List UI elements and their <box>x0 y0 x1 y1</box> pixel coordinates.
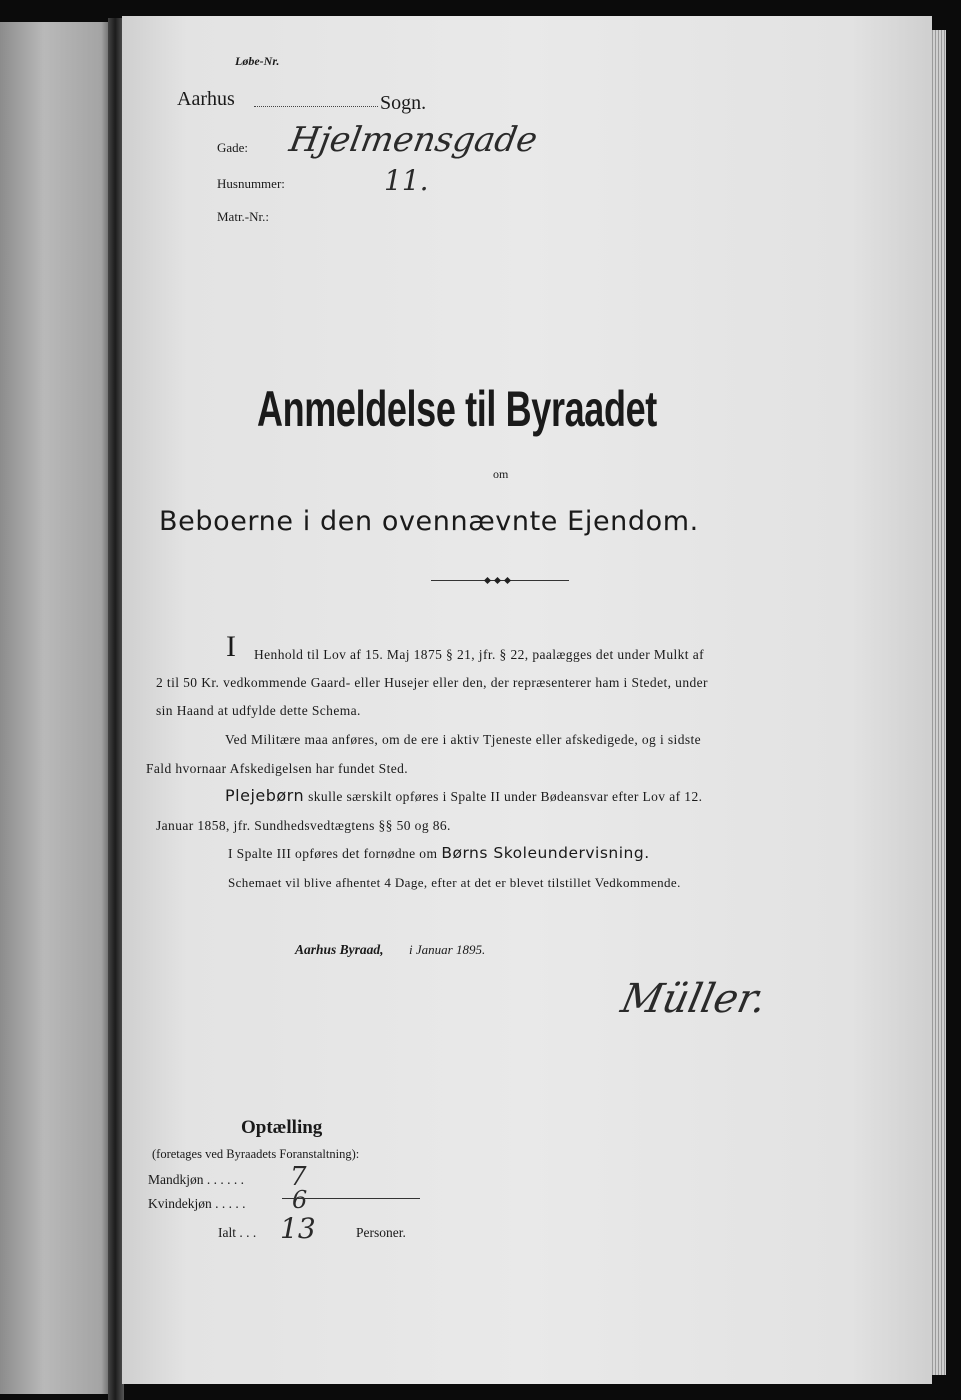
facing-page <box>0 22 110 1394</box>
paragraph-4 <box>228 844 650 863</box>
paragraph-5: Schemaet vil blive afhentet 4 Dage, efter at det er blevet tilstillet Vedkommende. <box>228 875 681 890</box>
paragraph-1-line-2: 2 til 50 Kr. vedkommende Gaard- eller Husejer eller den, der repræsenterer ham i Stedet, under <box>156 675 708 690</box>
female-count: 6 <box>292 1186 308 1214</box>
lobe-nr-label: Løbe-Nr. <box>235 54 280 68</box>
total-count: 13 <box>280 1212 316 1245</box>
sogn-dotted-line <box>254 106 378 107</box>
skoleundervisning-emphasis: Børns Skoleundervisning. <box>441 844 650 862</box>
male-count: 7 <box>290 1162 307 1192</box>
signature-date: i Januar 1895. <box>409 942 486 957</box>
city-label: Aarhus <box>177 88 235 110</box>
paragraph-1-line-1: Henhold til Lov af 15. Maj 1875 § 21, jfr. § 22, paalægges det under Mulkt af <box>254 647 704 662</box>
count-note: (foretages ved Byraadets Foranstaltning): <box>152 1147 360 1161</box>
paragraph-2-line-1: Ved Militære maa anføres, om de ere i aktiv Tjeneste eller afskedigede, og i sidste <box>225 732 702 747</box>
document-subtitle: Beboerne i den ovennævnte Ejendom. <box>159 506 699 537</box>
paragraph-3-line-2: Januar 1858, jfr. Sundhedsvedtægtens §§ 50 og 86. <box>156 818 451 833</box>
paragraph-4-start: I Spalte III opføres det fornødne om <box>228 846 438 861</box>
gade-handwritten: Hjelmensgade <box>286 120 541 160</box>
title-connector: om <box>493 467 509 481</box>
gade-label: Gade: <box>217 140 249 155</box>
male-label: Mandkjøn . . . . . . <box>148 1172 244 1187</box>
drop-initial: I <box>226 630 236 663</box>
sum-rule <box>282 1198 420 1199</box>
ornament-divider <box>431 578 569 584</box>
paragraph-2-line-2: Fald hvornaar Afskedigelsen har fundet Sted. <box>146 761 409 776</box>
sogn-label: Sogn. <box>380 92 427 114</box>
document-title: Anmeldelse til Byraadet <box>257 381 657 437</box>
husnummer-label: Husnummer: <box>217 176 285 191</box>
matr-nr-label: Matr.-Nr.: <box>217 209 269 224</box>
persons-label: Personer. <box>356 1225 406 1240</box>
page-edges <box>930 30 946 1375</box>
paragraph-3-line-1-rest: skulle særskilt opføres i Spalte II under Bødeansvar efter Lov af 12. <box>308 789 703 804</box>
paragraph-1-line-3: sin Haand at udfylde dette Schema. <box>156 703 361 718</box>
husnummer-handwritten: 11. <box>384 164 429 197</box>
signature-place: Aarhus Byraad, <box>295 942 384 957</box>
count-heading: Optælling <box>241 1117 323 1138</box>
total-label: Ialt . . . <box>218 1225 257 1240</box>
document-page <box>122 16 932 1384</box>
paragraph-3-line-1 <box>225 786 702 806</box>
plejeborn-emphasis: Plejebørn <box>225 786 305 805</box>
handwritten-signature: Müller. <box>617 976 771 1022</box>
female-label: Kvindekjøn . . . . . <box>148 1196 246 1211</box>
